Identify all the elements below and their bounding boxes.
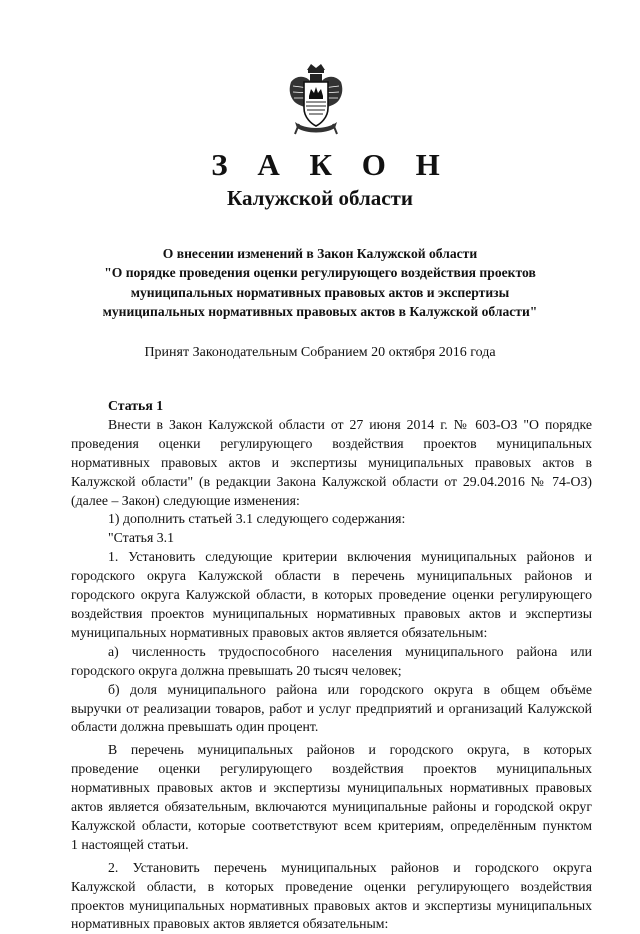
paragraph-line: б) доля муниципального района или городского округа в общем объёме xyxy=(108,681,592,697)
paragraph-line: Калужской области, в которых проведение оценки регулирующего воздействия xyxy=(71,878,592,894)
paragraph-line: выручки от реализации товаров, работ и услуг предприятий и организаций Калужской xyxy=(71,700,592,716)
paragraph-line: (далее – Закон) следующие изменения: xyxy=(71,492,300,508)
subject-line: "О порядке проведения оценки регулирующего воздействия проектов xyxy=(104,265,536,281)
document-title: З А К О Н xyxy=(211,147,451,182)
paragraph-line: Внести в Закон Калужской области от 27 июня 2014 г. № 603-ОЗ "О порядке xyxy=(108,416,592,432)
paragraph-line: проведения оценки регулирующего воздействия проектов муниципальных xyxy=(71,435,592,451)
paragraph-line: 1 настоящей статьи. xyxy=(71,836,189,852)
article-heading: Статья 1 xyxy=(108,398,164,413)
paragraph-line: городского округа должна превышать 20 тысяч человек; xyxy=(71,662,402,678)
paragraph-line: проведение оценки регулирующего воздействия проектов муниципальных xyxy=(71,761,592,777)
law-subject xyxy=(60,244,580,322)
paragraph-line: 1. Установить следующие критерии включения муниципальных районов и xyxy=(108,549,592,565)
paragraph-line: В перечень муниципальных районов и городского округа, в которых xyxy=(108,742,592,758)
region-title: Калужской области xyxy=(227,186,413,210)
paragraph-line: Калужской области" (в редакции Закона Калужской области от 29.04.2016 № 74-ОЗ) xyxy=(71,473,592,489)
subject-line: муниципальных нормативных правовых актов и экспертизы xyxy=(130,284,510,300)
paragraph-line: муниципальных нормативных правовых актов является обязательным: xyxy=(71,624,488,640)
paragraph-line: нормативных правовых актов и экспертизы муниципальных правовых актов в xyxy=(71,454,592,470)
paragraph-line: городского округа Калужской области, в которых проведение оценки регулирующего xyxy=(71,587,592,603)
paragraph-line: области должна превышать один процент. xyxy=(71,719,319,735)
paragraph-line: "Статья 3.1 xyxy=(108,530,174,546)
paragraph-line: 1) дополнить статьей 3.1 следующего содержания: xyxy=(108,511,406,527)
coat-of-arms-icon xyxy=(287,62,345,138)
paragraph-line: нормативных правовых актов является обязательным: xyxy=(71,916,389,932)
subject-line: О внесении изменений в Закон Калужской области xyxy=(162,246,478,261)
paragraph-line: проектов муниципальных нормативных правовых актов и экспертизы муниципальных xyxy=(71,897,592,913)
paragraph-line: 2. Установить перечень муниципальных районов и городского округа xyxy=(108,859,592,875)
adoption-date: Принят Законодательным Собранием 20 октября 2016 года xyxy=(144,345,496,360)
article-body xyxy=(71,397,592,934)
paragraph-line: нормативных правовых актов и экспертизы муниципальных нормативных правовых xyxy=(71,780,592,796)
paragraph-line: актов является обязательным, включаются муниципальные районы и городской округ xyxy=(71,799,592,815)
paragraph-line: Калужской области, которые соответствуют всем критериям, определённым пунктом xyxy=(71,817,592,833)
subject-line: муниципальных нормативных правовых актов в Калужской области" xyxy=(102,304,538,320)
paragraph-line: городского округа Калужской области в перечень муниципальных районов и xyxy=(71,568,592,584)
paragraph-line: а) численность трудоспособного населения муниципального района или xyxy=(108,643,592,659)
paragraph-line: воздействия проектов муниципальных нормативных правовых актов и экспертизы xyxy=(71,605,592,621)
